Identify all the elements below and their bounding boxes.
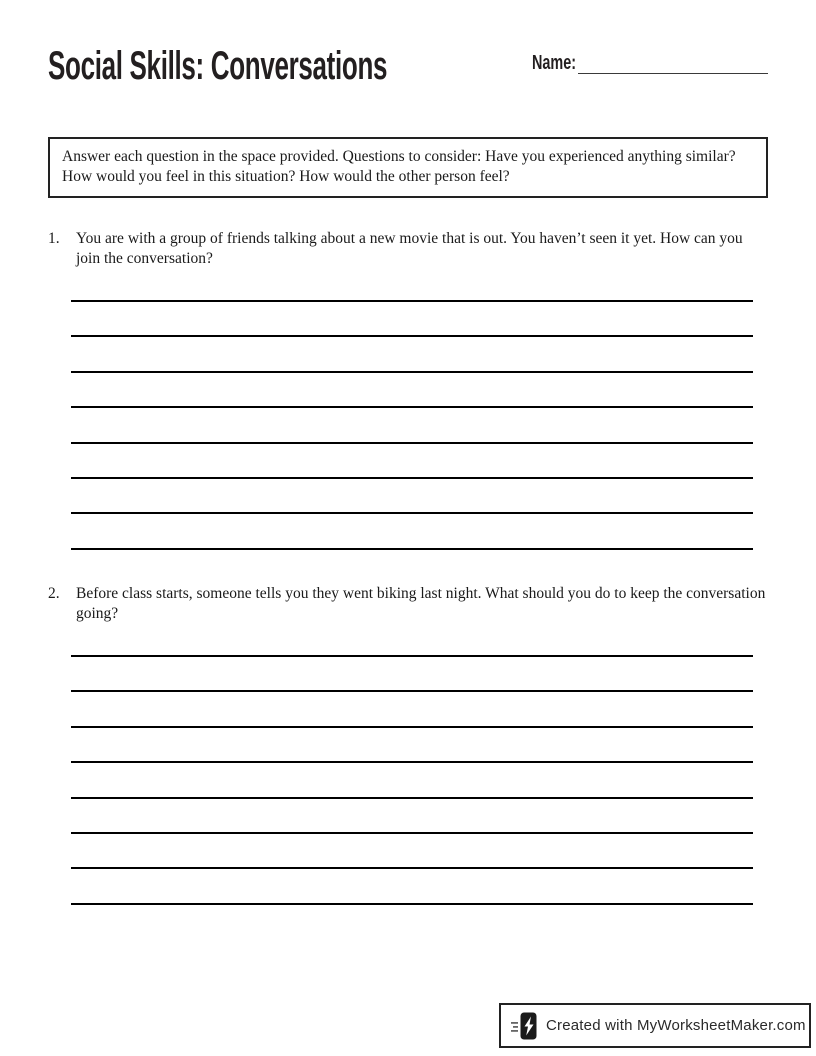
question-1-number: 1.	[48, 230, 60, 247]
answer-line	[71, 832, 753, 834]
question-1	[48, 229, 768, 269]
footer-credit-badge[interactable]	[499, 1003, 811, 1048]
question-2-number: 2.	[48, 585, 60, 602]
answer-line	[71, 903, 753, 905]
answer-line	[71, 655, 753, 657]
question-2-text: Before class starts, someone tells you they went biking last night. What should you do to keep the conversation going?	[76, 585, 766, 622]
answer-line	[71, 512, 753, 514]
answer-line	[71, 442, 753, 444]
name-field	[532, 53, 772, 79]
question-1-answer-lines	[71, 300, 753, 550]
answer-line	[71, 477, 753, 479]
answer-line	[71, 406, 753, 408]
answer-line	[71, 726, 753, 728]
answer-line	[71, 548, 753, 550]
question-2	[48, 584, 768, 624]
footer-credit-text: Created with MyWorksheetMaker.com	[546, 1017, 806, 1034]
answer-line	[71, 761, 753, 763]
question-1-text: You are with a group of friends talking about a new movie that is out. You haven’t seen it yet. How can you join the conversation?	[76, 230, 743, 267]
answer-line	[71, 797, 753, 799]
instructions-box	[48, 137, 768, 198]
answer-line	[71, 300, 753, 302]
answer-line	[71, 690, 753, 692]
instructions-text: Answer each question in the space provided. Questions to consider: Have you experienced anything similar? How would you feel in this situation? How would the other person feel?	[62, 148, 736, 185]
answer-line	[71, 335, 753, 337]
answer-line	[71, 867, 753, 869]
name-blank-line	[578, 73, 768, 74]
question-2-answer-lines	[71, 655, 753, 905]
worksheet-maker-logo-icon	[511, 1011, 538, 1041]
worksheet-title: Social Skills: Conversations	[48, 44, 388, 88]
name-label: Name:	[532, 52, 577, 74]
answer-line	[71, 371, 753, 373]
